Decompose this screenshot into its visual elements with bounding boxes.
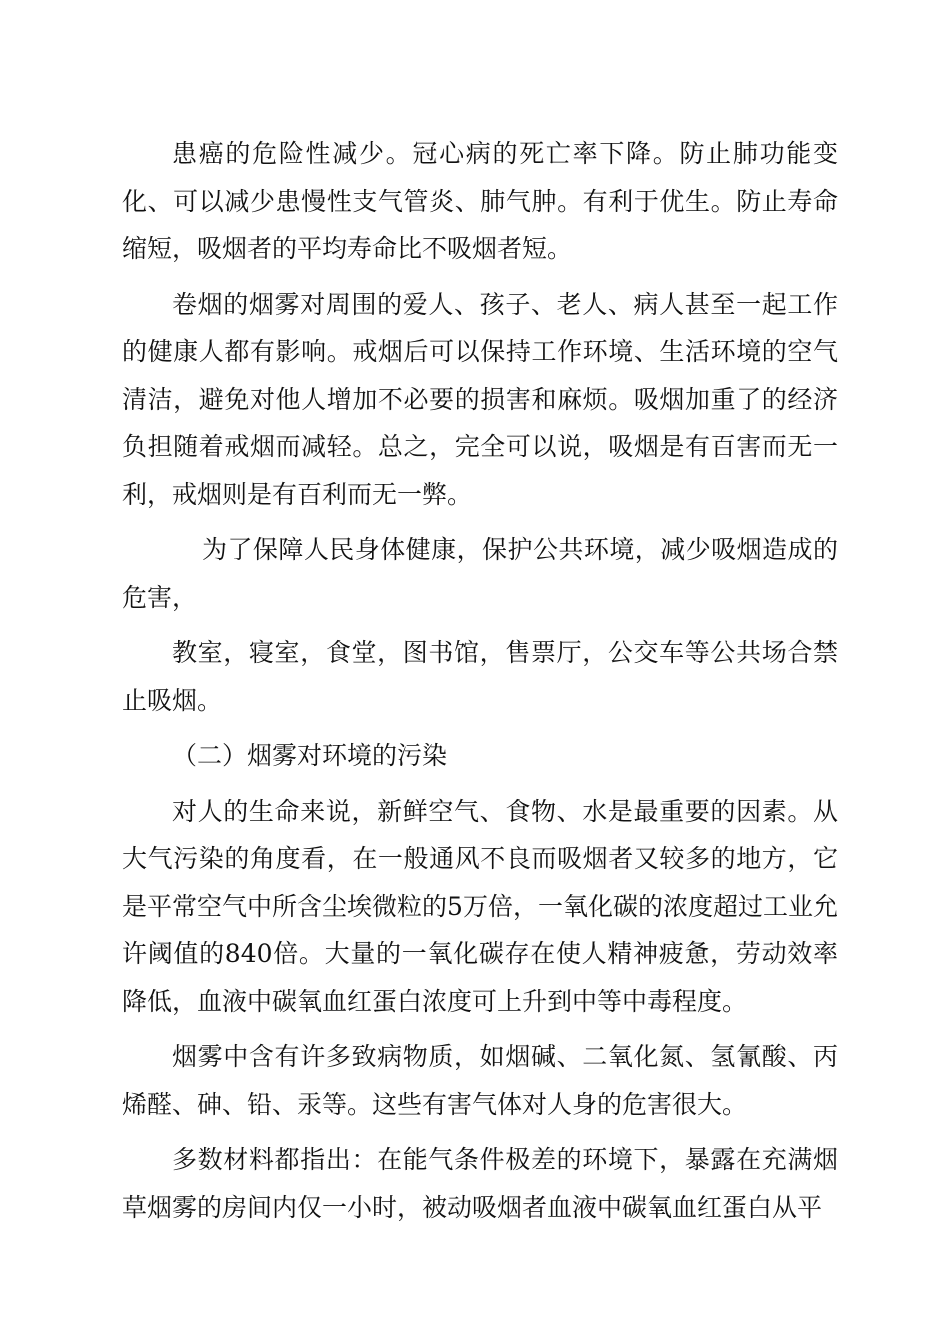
section-heading: （二）烟雾对环境的污染 xyxy=(172,741,448,770)
paragraph-health-benefits: 患癌的危险性减少。冠心病的死亡率下降。防止肺功能变化、可以减少患慢性支气管炎、肺气肿。有利于优生。防止寿命缩短，吸烟者的平均寿命比不吸烟者短。 xyxy=(122,139,838,263)
document-page xyxy=(122,130,838,1239)
paragraph-public-health: 为了保障人民身体健康，保护公共环境，减少吸烟造成的危害， xyxy=(122,535,838,612)
paragraph-secondhand-smoke: 卷烟的烟雾对周围的爱人、孩子、老人、病人甚至一起工作的健康人都有影响。戒烟后可以保持工作环境、生活环境的空气清洁，避免对他人增加不必要的损害和麻烦。吸烟加重了的经济负担随着戒烟而减轻。总之，完全可以说，吸烟是有百害而无一利，戒烟则是有百利而无一弊。 xyxy=(122,289,838,509)
paragraph-passive-smoking: 多数材料都指出：在能气条件极差的环境下，暴露在充满烟草烟雾的房间内仅一小时，被动吸烟者血液中碳氧血红蛋白从平 xyxy=(122,1145,838,1222)
paragraph-air-pollution: 对人的生命来说，新鲜空气、食物、水是最重要的因素。从大气污染的角度看，在一般通风不良而吸烟者又较多的地方，它是平常空气中所含尘埃微粒的5万倍，一氧化碳的浓度超过工业允许阈值的840倍。大量的一氧化碳存在使人精神疲惫，劳动效率降低，血液中碳氧血红蛋白浓度可上升到中等中毒程度。 xyxy=(122,796,838,1016)
paragraph-public-places-ban: 教室，寝室，食堂，图书馆，售票厅，公交车等公共场合禁止吸烟。 xyxy=(122,638,838,715)
paragraph-harmful-substances: 烟雾中含有许多致病物质，如烟碱、二氧化氮、氢氰酸、丙烯醛、砷、铅、汞等。这些有害气体对人身的危害很大。 xyxy=(122,1042,838,1119)
